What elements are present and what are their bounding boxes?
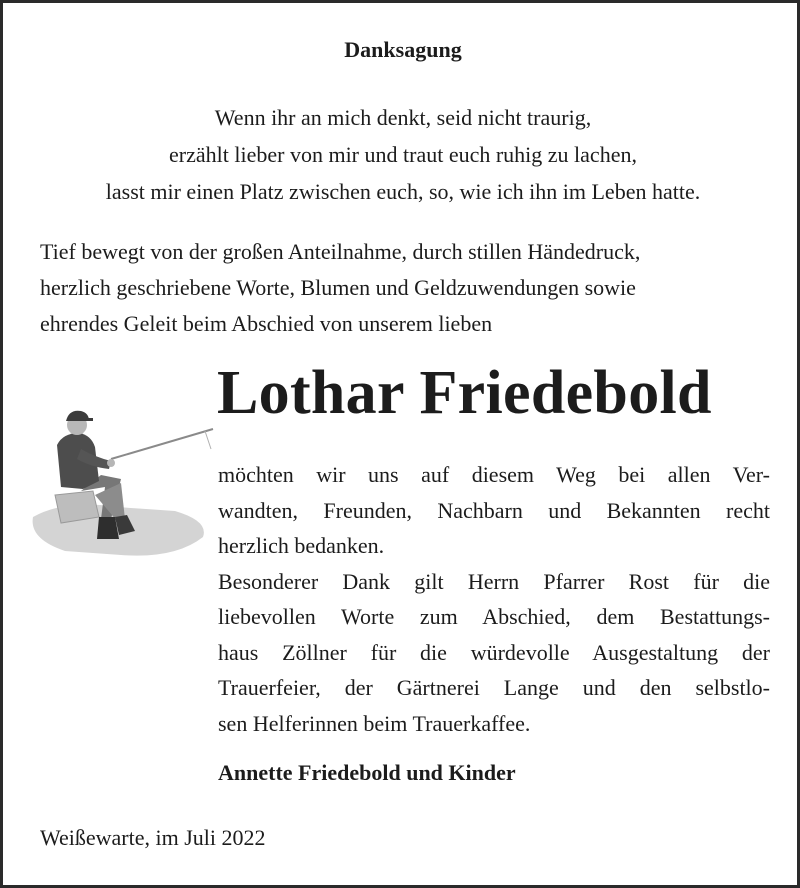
poem-line: lasst mir einen Platz zwischen euch, so, wie ich ihn im Leben hatte. <box>105 179 701 204</box>
angler-fishing-icon <box>25 399 220 569</box>
body-line: Trauerfeier, der Gärtnerei Lange und den selbstlo- <box>218 675 770 700</box>
body-line: haus Zöllner für die würdevolle Ausgestaltung der <box>218 639 770 665</box>
notice-heading: Danksagung <box>344 37 462 62</box>
poem-line: erzählt lieber von mir und traut euch ruhig zu lachen, <box>169 142 637 167</box>
body-line: sen Helferinnen beim Trauerkaffee. <box>218 710 531 736</box>
body-line: möchten wir uns auf diesem Weg bei allen Ver- <box>218 462 770 487</box>
body-line: herzlich bedanken. <box>218 533 385 558</box>
intro-paragraph <box>40 234 770 342</box>
intro-line: Tief bewegt von der großen Anteilnahme, durch stillen Händedruck, <box>40 239 641 264</box>
deceased-name: Lothar Friedebold <box>217 359 712 427</box>
body-line: liebevollen Worte zum Abschied, dem Bestattungs- <box>218 604 770 629</box>
thanks-paragraph <box>218 457 770 741</box>
signature: Annette Friedebold und Kinder <box>218 760 516 785</box>
body-line: Besonderer Dank gilt Herrn Pfarrer Rost für die <box>218 568 770 594</box>
intro-line: herzlich geschriebene Worte, Blumen und Geldzuwendungen sowie <box>40 275 636 300</box>
poem-line: Wenn ihr an mich denkt, seid nicht traurig, <box>214 105 592 130</box>
memorial-poem <box>3 99 800 210</box>
intro-line: ehrendes Geleit beim Abschied von unserem lieben <box>40 311 493 336</box>
place-and-date: Weißewarte, im Juli 2022 <box>40 825 266 850</box>
body-line: wandten, Freunden, Nachbarn und Bekannten recht <box>218 497 770 523</box>
